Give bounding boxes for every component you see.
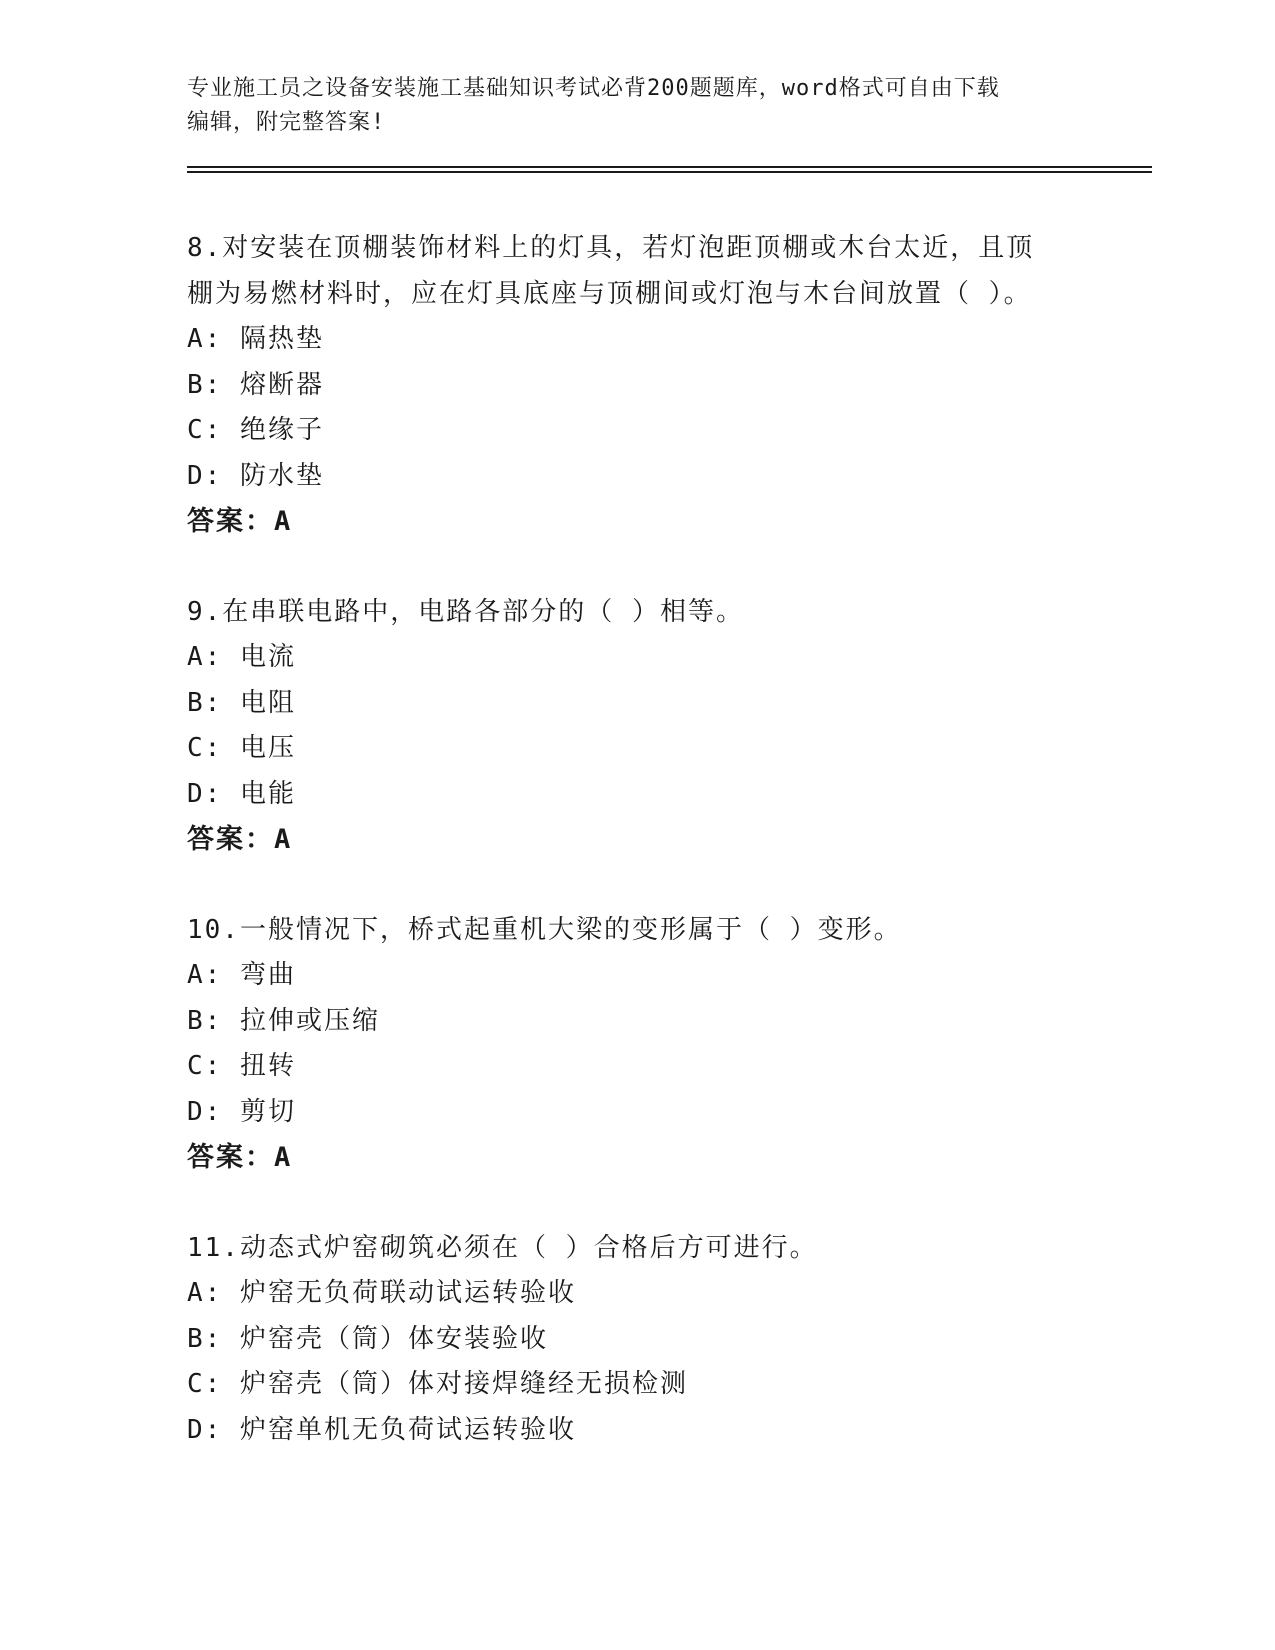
question-stem: 9.在串联电路中，电路各部分的（ ）相等。 xyxy=(187,597,744,627)
question-10 xyxy=(187,907,1152,1181)
document-page xyxy=(187,72,1152,1497)
question-11 xyxy=(187,1225,1152,1453)
answer-line: 答案：A xyxy=(187,506,293,537)
option-a: A: 弯曲 xyxy=(187,960,296,990)
option-c: C: 绝缘子 xyxy=(187,415,324,445)
option-c: C: 电压 xyxy=(187,733,296,763)
question-stem: 8.对安装在顶棚装饰材料上的灯具，若灯泡距顶棚或木台太近，且顶 xyxy=(187,233,1035,263)
answer-line: 答案：A xyxy=(187,824,293,855)
question-list xyxy=(187,225,1152,1453)
document-header xyxy=(187,72,1152,140)
option-a: A: 炉窑无负荷联动试运转验收 xyxy=(187,1278,576,1308)
question-stem: 11.动态式炉窑砌筑必须在（ ）合格后方可进行。 xyxy=(187,1233,818,1263)
question-stem-continued: 棚为易燃材料时，应在灯具底座与顶棚间或灯泡与木台间放置（ ）。 xyxy=(187,279,1032,309)
option-b: B: 拉伸或压缩 xyxy=(187,1005,380,1036)
option-a: A: 隔热垫 xyxy=(187,324,324,354)
option-c: C: 扭转 xyxy=(187,1051,296,1081)
option-b: B: 炉窑壳（筒）体安装验收 xyxy=(187,1323,548,1354)
option-b: B: 熔断器 xyxy=(187,369,324,400)
divider-line-top xyxy=(187,166,1152,168)
question-stem: 10.一般情况下，桥式起重机大梁的变形属于（ ）变形。 xyxy=(187,915,902,945)
question-9 xyxy=(187,589,1152,863)
option-a: A: 电流 xyxy=(187,642,296,672)
header-divider xyxy=(187,166,1152,173)
question-8 xyxy=(187,225,1152,545)
option-c: C: 炉窑壳（筒）体对接焊缝经无损检测 xyxy=(187,1369,688,1399)
option-d: D: 防水垫 xyxy=(187,460,324,491)
header-line-1: 专业施工员之设备安装施工基础知识考试必背200题题库，word格式可自由下载 xyxy=(187,76,1000,101)
option-d: D: 炉窑单机无负荷试运转验收 xyxy=(187,1414,576,1445)
answer-line: 答案：A xyxy=(187,1142,293,1173)
option-d: D: 电能 xyxy=(187,778,296,809)
option-d: D: 剪切 xyxy=(187,1096,296,1127)
option-b: B: 电阻 xyxy=(187,687,296,718)
header-line-2: 编辑，附完整答案! xyxy=(187,110,386,135)
divider-line-bottom xyxy=(187,171,1152,173)
